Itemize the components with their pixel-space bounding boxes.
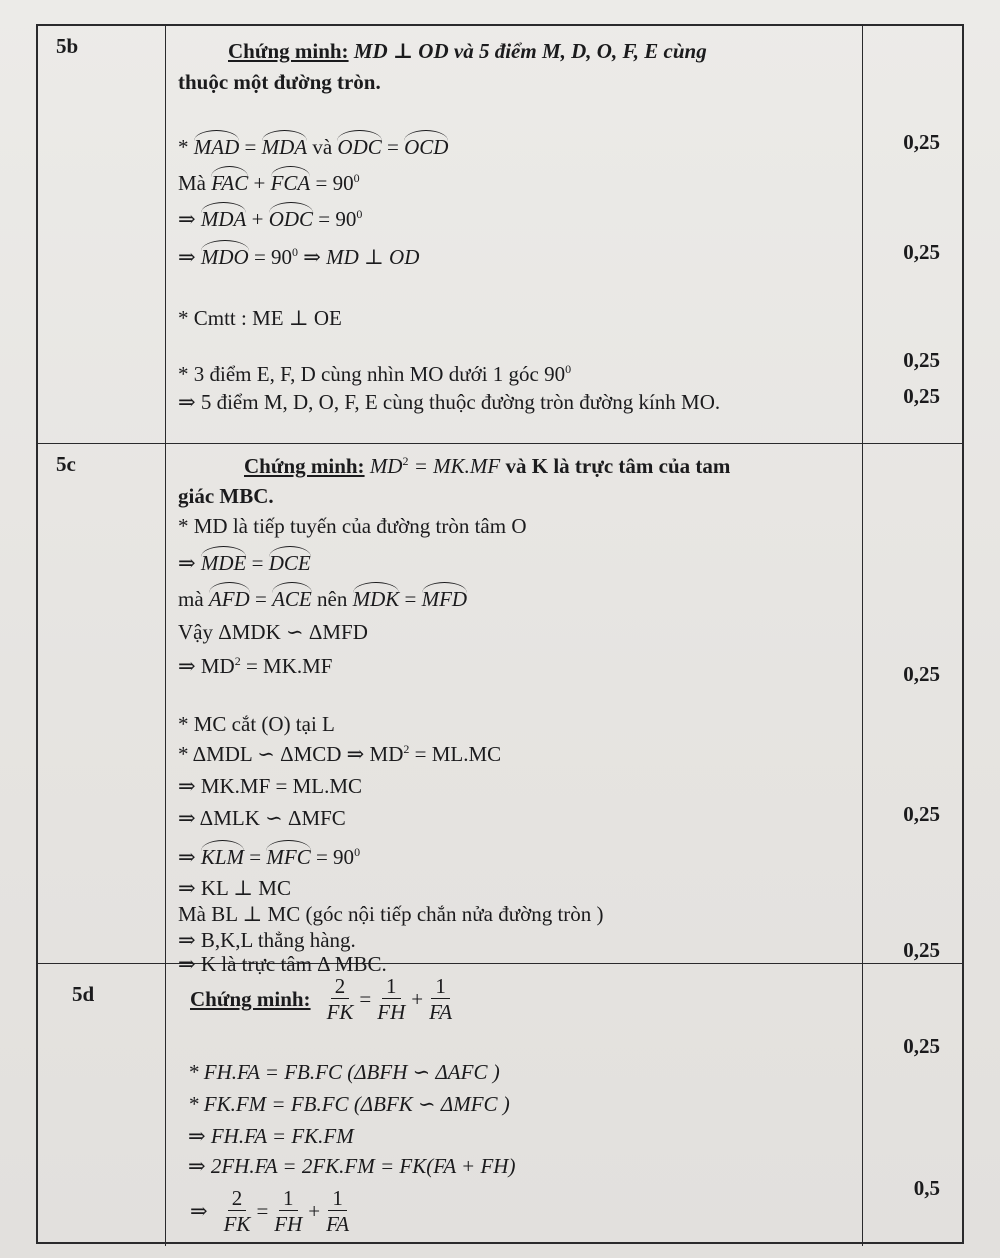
proof-line: Mà BL ⊥ MC (góc nội tiếp chắn nửa đường tròn ) [178,902,604,926]
denominator: FA [326,1212,350,1236]
equals: = [399,587,422,611]
equals: = [239,135,262,159]
text: * ΔMDL ∽ ΔMCD ⇒ MD [178,742,404,766]
superscript: 2 [402,454,409,468]
fraction [323,974,358,1025]
fraction [220,1186,255,1237]
score: 0,25 [903,240,940,264]
answer-table [36,24,964,1244]
angle: MFD [422,582,468,612]
value: = 90 [310,171,354,195]
equals: = [244,845,267,869]
superscript: 2 [403,742,410,756]
row-5b [38,26,962,444]
proof-line: ⇒ B,K,L thẳng hàng. [178,928,356,952]
proof-line: Vậy ΔMDK ∽ ΔMFD [178,620,368,644]
equals: = [256,1199,269,1223]
proof-line: ⇒ 5 điểm M, D, O, F, E cùng thuộc đường tròn đường kính MO. [178,390,721,414]
angle: ODC [269,202,313,232]
numerator: 1 [279,1186,298,1211]
denominator: FH [377,1000,406,1024]
proof-line [190,1186,355,1237]
angle: MAD [194,130,240,160]
text: = ML.MC [409,742,502,766]
angle: DCE [269,546,311,576]
proof-line [178,130,448,160]
arrow: ⇒ [190,1199,208,1223]
arrow: ⇒ [178,845,201,869]
proof-line [178,362,571,387]
proof-line: ⇒ FH.FA = FK.FM [188,1124,354,1148]
angle: KLM [201,840,244,870]
proof-line: * MD là tiếp tuyến của đường tròn tâm O [178,514,527,538]
proof-line [178,166,360,196]
bullet: * [178,135,189,159]
proof-line: * FK.FM = FB.FC (ΔBFK ∽ ΔMFC ) [188,1092,510,1116]
label-column [38,26,166,443]
angle: MDO [201,240,249,270]
title-math: = MK.MF [408,454,501,478]
title-prefix: Chứng minh: [190,987,311,1011]
superscript: 0 [354,845,361,859]
value: = 90 [313,207,357,231]
score: 0,25 [903,348,940,372]
value: = 90 [248,245,293,269]
arrow: ⇒ [178,207,201,231]
arrow: ⇒ [178,551,201,575]
proof-line: * FH.FA = FB.FC (ΔBFH ∽ ΔAFC ) [188,1060,500,1084]
proof-title [190,974,458,1025]
numerator: 1 [328,1186,347,1211]
proof-line [178,546,311,576]
proof-line [178,840,360,870]
conj: và [307,135,338,159]
title-math: MD [364,454,403,478]
score: 0,25 [903,384,940,408]
angle: FAC [211,166,248,196]
text: ⇒ MD ⊥ OD [298,245,420,269]
equals: = [249,587,273,611]
superscript: 0 [356,207,363,221]
equals: = [246,551,269,575]
proof-line [178,742,501,767]
angle: OCD [404,130,448,160]
equals: = [381,135,405,159]
value: = 90 [310,845,355,869]
proof-line: ⇒ MK.MF = ML.MC [178,774,363,798]
text: ⇒ MD [178,654,235,678]
angle: MDK [353,582,400,612]
proof-line [178,240,419,270]
angle: MDA [201,202,247,232]
proof-line: ⇒ K là trực tâm Δ MBC. [178,952,387,976]
proof-line [178,582,467,612]
angle: MDA [262,130,308,160]
score: 0,25 [903,938,940,962]
label-column [38,964,166,1246]
plus: + [308,1199,321,1223]
proof-title-line2: giác MBC. [178,484,274,508]
denominator: FA [429,1000,453,1024]
row-5c [38,444,962,976]
angle: ODC [337,130,381,160]
angle: MDE [201,546,247,576]
plus: + [411,987,424,1011]
superscript: 0 [353,171,360,185]
score: 0,25 [903,1034,940,1058]
angle: FCA [271,166,311,196]
title-equation [321,974,458,1025]
superscript: 0 [292,245,299,259]
op: + [248,171,271,195]
score: 0,5 [913,1176,940,1200]
angle: AFD [209,582,250,612]
fraction [373,974,409,1025]
proof-line: * MC cắt (O) tại L [178,712,335,736]
row-label: 5d [72,982,95,1006]
text: = MK.MF [240,654,333,678]
score-column [862,964,962,1246]
proof-title [228,38,707,64]
proof-line [178,654,332,679]
numerator: 1 [382,974,401,999]
proof-line: ⇒ 2FH.FA = 2FK.FM = FK(FA + FH) [188,1154,516,1178]
row-label: 5b [56,34,79,58]
score: 0,25 [903,130,940,154]
title-statement: và K là trực tâm của tam [500,454,731,478]
proof-line [178,202,362,232]
proof-line: ⇒ ΔMLK ∽ ΔMFC [178,806,346,830]
angle: ACE [272,582,312,612]
text: Mà [178,171,212,195]
proof-title-line2: thuộc một đường tròn. [178,70,381,94]
equals: = [359,987,372,1011]
denominator: FH [274,1212,303,1236]
text: mà [178,587,209,611]
text: * 3 điểm E, F, D cùng nhìn MO dưới 1 góc 90 [178,362,566,386]
title-prefix: Chứng minh: [228,39,349,63]
score: 0,25 [903,662,940,686]
angle: MFC [266,840,310,870]
score-column [862,26,962,443]
fraction [270,1186,306,1237]
denominator: FK [326,1000,354,1024]
text: nên [311,587,353,611]
score-column [862,444,962,963]
superscript: 2 [234,654,241,668]
title-prefix: Chứng minh: [244,454,365,478]
numerator: 1 [431,974,450,999]
label-column [38,444,166,963]
title-statement: MD ⊥ OD và 5 điểm M, D, O, F, E cùng [353,39,707,63]
denominator: FK [223,1212,251,1236]
op: + [246,207,269,231]
superscript: 0 [565,362,572,376]
score: 0,25 [903,802,940,826]
numerator: 2 [331,974,350,999]
row-5d [38,964,962,1246]
numerator: 2 [228,1186,247,1211]
fraction [322,1186,353,1237]
proof-line: ⇒ KL ⊥ MC [178,876,291,900]
arrow: ⇒ [178,245,201,269]
row-label: 5c [56,452,76,476]
proof-line: * Cmtt : ME ⊥ OE [178,306,342,330]
proof-title [244,454,730,479]
fraction [425,974,456,1025]
